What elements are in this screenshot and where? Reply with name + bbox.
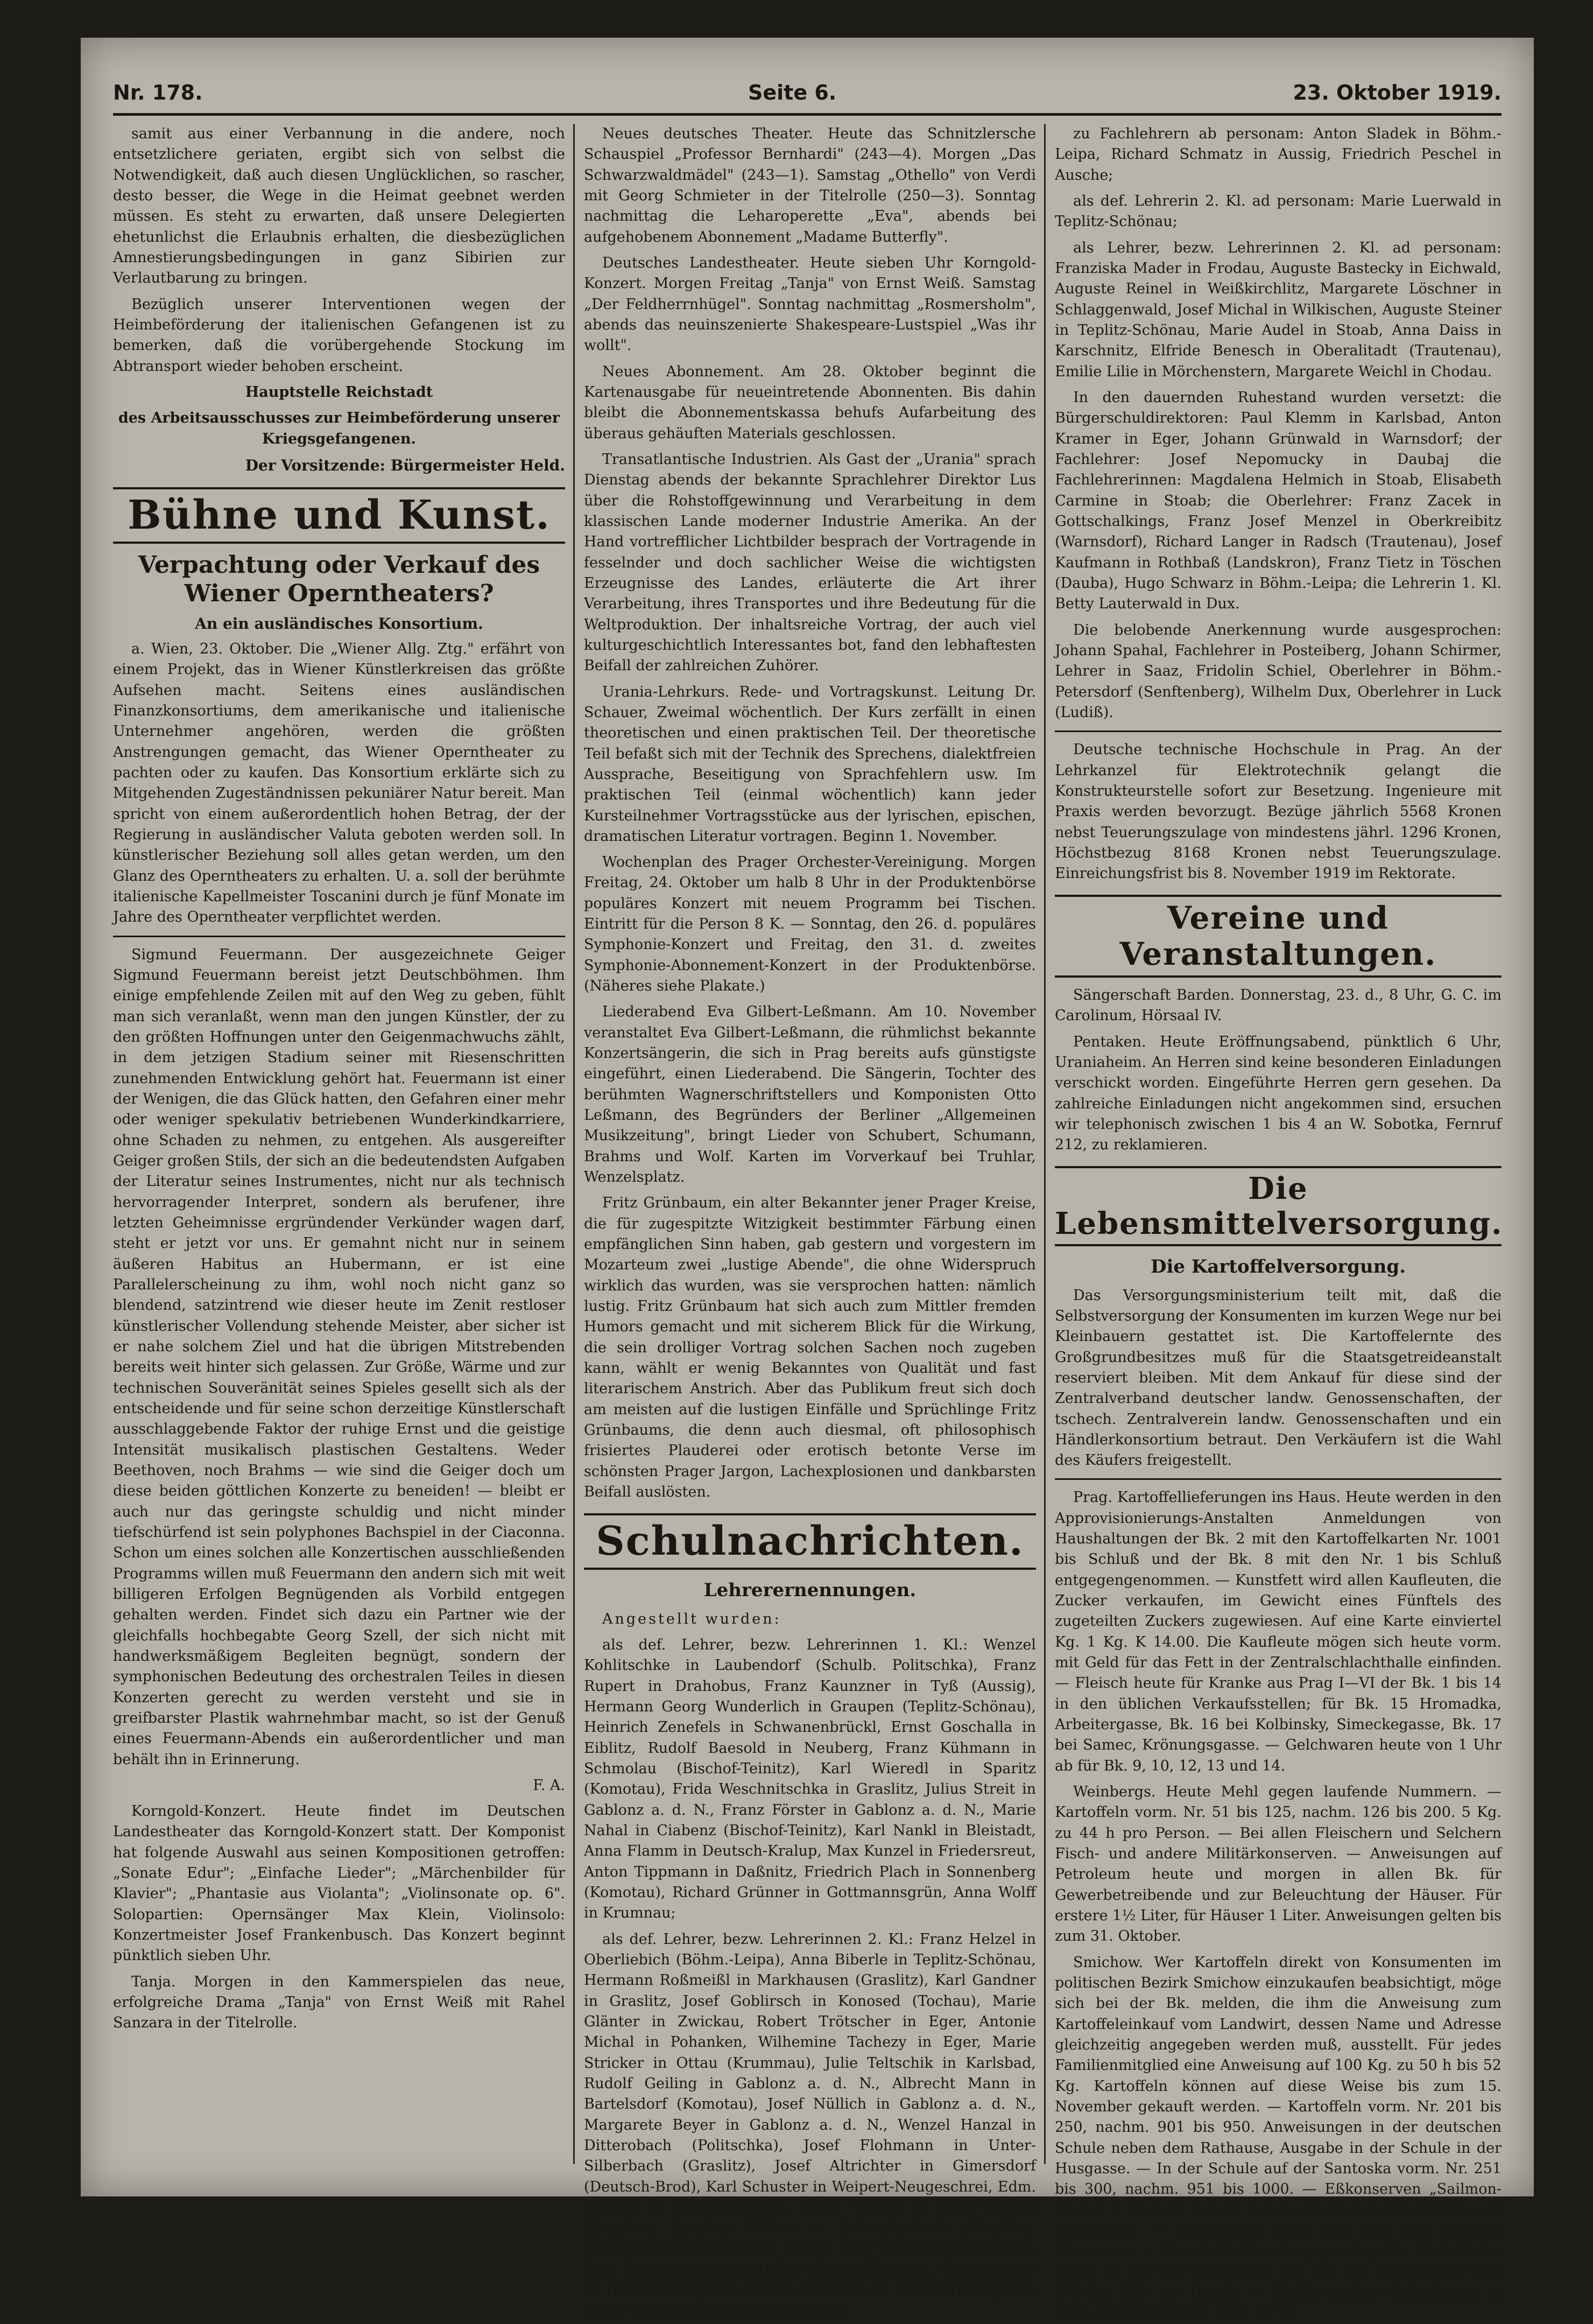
paragraph: Das Versorgungsministerium teilt mit, daß die Selbstversorgung der Konsumenten im kurzen Wege nur bei Kleinbauern gestattet ist. Die Kartoffelernte des Großgrundbesitzes muß für die Staatsgetreideanstalt reserviert bleiben. Mit dem Ankauf für diese sind der Zentralverband deutscher landw. Genossenschaften, der tschech. Zentralverein landw. Genossenschaften und ein Händlerkonsortium betraut. Den Verkäufern ist die Wahl des Käufers freigestellt. <box>1055 1287 1502 1469</box>
column-3 <box>1055 124 1503 2322</box>
paragraph: Pentaken. Heute Eröffnungsabend, pünktlich 6 Uhr, Uraniaheim. An Herren sind keine besonderen Einladungen verschickt worden. Eingeführte Herren gern gesehen. Da zahlreiche Einladungen nicht angekommen sind, ersuchen wir telephonisch zwischen 1 bis 4 an W. Sobotka, Fernruf 212, zu reklamieren. <box>1055 1033 1502 1154</box>
paragraph: Liederabend Eva Gilbert-Leßmann. Am 10. November veranstaltet Eva Gilbert-Leßmann, die rühmlichst bekannte Konzertsängerin, die sich in Prag bereits aufs günstigste eingeführt, einen Liederabend. Die Sängerin, Tochter des berühmten Wagnerschriftstellers und Komponisten Otto Leßmann, des Begründers der Berliner „Allgemeinen Musikzeitung", bringt Lieder von Schubert, Schumann, Brahms und Wolf. Karten im Vorverkauf bei Truhlar, Wenzelsplatz. <box>584 1003 1036 1186</box>
paragraph: Die belobende Anerkennung wurde ausgesprochen: Johann Spahal, Fachlehrer in Posteiberg, Johann Schirmer, Lehrer in Saaz, Fridolin Schiel, Oberlehrer in Böhm.-Petersdorf (Senftenberg), Wilhelm Dux, Oberlehrer in Luck (Ludiß). <box>1055 621 1502 721</box>
paragraph: Tanja. Morgen in den Kammerspielen das neue, erfolgreiche Drama „Tanja" von Ernst Weiß mit Rahel Sanzara in der Titelrolle. <box>113 1973 565 2032</box>
page-number: Seite 6. <box>748 81 837 104</box>
paragraph: Smichow. Wer Kartoffeln direkt von Konsumenten im politischen Bezirk Smichow einzukaufen beabsichtigt, möge sich bei der Bk. melden, die ihm die Anweisung zum Kartoffeleinkauf vom Landwirt, dessen Name und Adresse gleichzeitig angegeben werden muß, ausstellt. Für jedes Familienmitglied eine Anweisung auf 100 Kg. zu 50 h bis 52 Kg. Kartoffeln können auf diese Weise bis zum 15. November gekauft werden. — Kartoffeln vorm. Nr. 201 bis 250, nachm. 901 bis 950. Anweisungen in der deutschen Schule neben dem Rathause, Ausgabe in der Schule in der Husgasse. — In der Schule auf der Santoska vorm. Nr. 251 bis 300, nachm. 951 bis 1000. — Eßkonserven „Sailmon-Lachs" 1 Dose zu K 6.50 von heute ab bei dem Smichower Kaufleuten. — Kindfleisch heute auf Leg. mit geraden Nummern. — Fleisch für Kranke gegen Leg. Nr. 1 bis 90 bei Kolik, 81 bis 170 bei Janouš, 171 bis 245 bei Sindelar und 246 bis 321 bei Horak. — Südslawisches Gelchfleisch in allen Verkaufsstellen 1 Kg. 27 K. <box>1055 1954 1502 2322</box>
article-subheadline: An ein ausländisches Konsortium. <box>195 615 483 633</box>
section-subtitle: Die Kartoffelversorgung. <box>1150 1256 1406 1278</box>
page-header <box>113 75 1502 116</box>
paragraph: In den dauernden Ruhestand wurden versetzt: die Bürgerschuldirektoren: Paul Klemm in Karlsbad, Anton Kramer in Eger, Johann Grünwald in Warnsdorf; der Fachlehrer: Josef Nepomucky in Daubaj die Fachlehrerinnen: Magdalena Helmich in Stoab, Elisabeth Carmine in Stoab; die Oberlehrer: Franz Zacek in Gottschalkings, Franz Josef Menzel in Oberkreibitz (Warnsdorf), Richard Langer in Radsch (Trautenau), Josef Kaufmann in Rothbaß (Landskron), Franz Tietz in Töschen (Dauba), Hugo Schwarz in Böhm.-Leipa; die Lehrerin 1. Kl. Betty Lauterwald in Dux. <box>1055 389 1502 613</box>
signature-line: des Arbeitsausschusses zur Heimbeförderung unserer Kriegsgefangenen. <box>118 410 560 447</box>
section-subtitle: Lehrerernennungen. <box>703 1579 917 1602</box>
divider <box>113 936 565 937</box>
paragraph: a. Wien, 23. Oktober. Die „Wiener Allg. Ztg." erfährt von einem Projekt, das in Wiener Künstlerkreisen das größte Aufsehen macht. Seitens eines ausländischen Finanzkonsortiums, dem amerikanische und italienische Unternehmer angehören, werden die größten Anstrengungen gemacht, das Wiener Operntheater zu pachten oder zu kaufen. Das Konsortium erklärte sich zu Mitgehenden Zugeständnissen pekuniärer Natur bereit. Man spricht von einem außerordentlich hohen Betrag, der der Regierung in ausländischer Valuta geboten werden soll. In künstlerischer Beziehung soll alles getan werden, um den Glanz des Operntheaters zu erhalten. U. a. soll der berühmte italienische Kapellmeister Toscanini durch je fünf Monate im Jahre des Operntheater verpflichtet werden. <box>113 641 565 926</box>
column-rule <box>573 124 575 2164</box>
column-1 <box>113 124 565 2169</box>
paragraph: Urania-Lehrkurs. Rede- und Vortragskunst. Leitung Dr. Schauer, Zweimal wöchentlich. Der Kurs zerfällt in einen theoretischen und einen praktischen Teil. Der theoretische Teil befaßt sich mit der Technik des Sprechens, dialektfreien Aussprache, Beseitigung von Sprachfehlern usw. Im praktischen Teil (einmal wöchentlich) kann jeder Kursteilnehmer Vortragsstücke aus der lyrischen, epischen, dramatischen Literatur vortragen. Beginn 1. November. <box>584 683 1036 845</box>
paragraph: Neues deutsches Theater. Heute das Schnitzlersche Schauspiel „Professor Bernhardi" (243—4). Morgen „Das Schwarzwaldmädel" (243—1). Samstag „Othello" von Verdi mit Georg Schmieter in der Titelrolle (250—3). Sonntag nachmittag die Leharoperette „Eva", abends bei aufgehobenem Abonnement „Madame Butterfly". <box>584 125 1036 245</box>
paragraph: Sigmund Feuermann. Der ausgezeichnete Geiger Sigmund Feuermann bereist jetzt Deutschböhmen. Ihm einige empfehlende Zeilen mit auf den Weg zu geben, fühlt man sich veranlaßt, wenn man den jungen Künstler, der zu den größten Hoffnungen unter den Geigenmachwuchs zählt, in dem jetzigen Stadium seiner mit Riesenschritten zunehmenden Entwicklung gehört hat. Feuermann ist einer der Wenigen, die das Glück hatten, den Gefahren einer mehr oder weniger spekulativ betriebenen Wunderkindkarriere, ohne Schaden zu nehmen, zu entgehen. Als ausgereifter Geiger großen Stils, der sich an die bedeutendsten Aufgaben der Literatur seines Instrumentes, nicht nur als technisch hervorragender Interpret, sondern als berufener, ihre letzten Geheimnisse ergründender Verkünder wagen darf, steht er jetzt vor uns. Er gemahnt nicht nur in seinem äußeren Habitus an Hubermann, er ist eine Parallelerscheinung zu ihm, wohl noch nicht ganz so blendend, satzintrend wie dieser heute im Zenit restloser künstlerischer Vollendung stehende Meister, aber sicher ist er nahe solchem Ziel und hat die übrigen Mitstrebenden bereits weit hinter sich gelassen. Zur Größe, Wärme und zur technischen Souveränität seines Spieles gesellt sich als der entscheidende und für seine schon derzeitige Künstlerschaft ausschlaggebende Faktor der ruhige Ernst und die geistige Intensität musikalisch plastischen Gestaltens. Weder Beethoven, noch Brahms — wie sind die Geiger doch um diese beiden göttlichen Konzerte zu beneiden! — bleibt er auch nur das geringste schuldig und nicht minder tiefschürfend ist sein polyphones Bachspiel in der Ciaconna. Schon um eines solchen alle Konzertischen ausschließenden Programms willen muß Feuermann den andern sich mit weit billigeren Erfolgen Begnügenden als Vorbild entgegen gehalten werden. Findet sich dazu ein Partner wie der gleichfalls hochbegabte Georg Szell, der sich nicht mit handwerksmäßigem Begleiten begnügt, sondern der symphonischen Bedeutung des orchestralen Teiles in diesen Konzerten gerecht zu werden versteht und sie in greifbarster Plastik wahrnehmbar macht, so ist der Genuß eines Feuermann-Abends ein außerordentlicher und man behält ihn in Erinnerung. <box>113 946 565 1768</box>
article-headline: Verpachtung oder Verkauf des Wiener Operntheaters? <box>138 551 540 607</box>
paragraph: Sängerschaft Barden. Donnerstag, 23. d., 8 Uhr, G. C. im Carolinum, Hörsaal IV. <box>1055 986 1502 1024</box>
paragraph: Deutsches Landestheater. Heute sieben Uhr Korngold-Konzert. Morgen Freitag „Tanja" von Ernst Weiß. Samstag „Der Feldherrnhügel". Sonntag nachmittag „Rosmersholm", abends das neuinszenierte Shakespeare-Lustspiel „Was ihr wollt". <box>584 254 1036 354</box>
paragraph: Deutsche technische Hochschule in Prag. An der Lehrkanzel für Elektrotechnik gelangt die Konstrukteurstelle sofort zur Besetzung. Ingenieure mit Praxis werden bevorzugt. Bezüge jährlich 5568 Kronen nebst Teuerungszulage von mindestens jährl. 1296 Kronen, Höchstbezug 8168 Kronen nebst Teuerungszulage. Einreichungsfrist bis 8. November 1919 im Rektorate. <box>1055 741 1502 882</box>
paragraph: als Lehrer, bezw. Lehrerinnen 2. Kl. ad personam: Franziska Mader in Frodau, Auguste Bastecky in Eichwald, Auguste Reinel in Weißkirchlitz, Margarete Löschner in Schlaggenwald, Josef Michal in Wilkischen, Auguste Steiner in Teplitz-Schönau, Marie Audel in Stoab, Anna Daiss in Karschnitz, Elfride Benesch in Oberalitadt (Trautenau), Emilie Lilie in Mörchenstern, Margarete Weichl in Chodau. <box>1055 239 1502 380</box>
section-title-buehne: Bühne und Kunst. <box>113 487 565 544</box>
paragraph: zu Fachlehrern ab personam: Anton Sladek in Böhm.-Leipa, Richard Schmatz in Aussig, Friedrich Peschel in Ausche; <box>1055 125 1502 184</box>
paragraph: als def. Lehrerin 2. Kl. ad personam: Marie Luerwald in Teplitz-Schönau; <box>1055 192 1502 230</box>
paragraph: als def. Lehrer, bezw. Lehrerinnen 2. Kl.: Franz Helzel in Oberliebich (Böhm.-Leipa), Anna Biberle in Teplitz-Schönau, Hermann Roßmeißl in Markhausen (Graslitz), Karl Gandner in Graslitz, Josef Goblirsch in Konosed (Tochau), Marie Glänter in Zwickau, Robert Trötscher in Eger, Antonie Michal in Pohanken, Wilhemine Tachezy in Eger, Marie Stricker in Ottau (Krummau), Julie Teltschik in Karlsbad, Rudolf Geiling in Gablonz a. d. N., Albrecht Mann in Bartelsdorf (Komotau), Josef Nüllich in Gablonz a. d. N., Margarete Beyer in Gablonz a. d. N., Wenzel Hanzal in Ditterobach (Politschka), Josef Flohmann in Unter-Silberbach (Graslitz), Josef Altrichter in Gimersdorf (Deutsch-Brod), Karl Schuster in Weipert-Neugeschrei, Edm. Klemm in Schmiedeberg, Adolf Greinl in Ober-Rothau (Graslitz), Josefine Fellner in Schwaderbach (Graslitz), Emma Dojmek in Krottau, Gustav Klier in Schönbach (Asch), Karl Rotmeyer in Unterhütte (Bischof-Teinitz), Karl Greiner in Hundorf (Teplitz), Ernst Enzmann in Voitsdorf (Teplitz), Franz Wanert in Zinnwald (Teplitz); <box>584 1930 1036 2319</box>
paragraph: Prag. Kartoffellieferungen ins Haus. Heute werden in den Approvisionierungs-Anstalten Anmeldungen von Haushaltungen der Bk. 2 mit den Kartoffelkarten Nr. 1001 bis Schluß und der Bk. 8 mit den Nr. 1 bis Schluß entgegengenommen. — Kunstfett wird allen Kaufleuten, die Zucker verkaufen, im Gewicht eines Fünftels des zugeteilten Zuckers zugewiesen. Auf eine Karte einviertel Kg. 1 Kg. K 14.00. Die Kaufleute mögen sich heute vorm. mit Geld für das Fett in der Zentralschlachthalle einfinden. — Fleisch heute für Kranke aus Prag I—VI der Bk. 1 bis 14 in den üblichen Verkaufsstellen; für Bk. 15 Hromadka, Arbeitergasse, Bk. 16 bei Kolbinsky, Simeckegasse, Bk. 17 bei Samec, Krönungsgasse. — Gelchwaren heute von 1 Uhr ab für Bk. 9, 10, 12, 13 und 14. <box>1055 1489 1502 1774</box>
newspaper-page <box>81 38 1534 2322</box>
signature-line: Hauptstelle Reichstadt <box>245 383 433 401</box>
section-title-lebensmittel: Die Lebensmittelversorgung. <box>1055 1166 1502 1246</box>
paragraph: Neues Abonnement. Am 28. Oktober beginnt die Kartenausgabe für neueintretende Abonnenten. Bis dahin bleibt die Abonnementskassa behufs Aufarbeitung des überaus gehäuften Materials geschlossen. <box>584 363 1036 442</box>
section-title-schulnachrichten: Schulnachrichten. <box>584 1513 1036 1570</box>
paragraph: Angestellt wurden: <box>602 1610 781 1627</box>
paragraph: Transatlantische Industrien. Als Gast der „Urania" sprach Dienstag abends der bekannte Sprachlehrer Direktor Lus über die Rohstoffgewinnung und Verarbeitung in dem klassischen Lande moderner Industrie Amerika. An der Hand vortrefflicher Lichtbilder besprach der Vortragende in fesselnder und doch sachlicher Weise die wichtigsten Erzeugnisse des Landes, erläuterte die Art ihrer Verarbeitung, ihres Transportes und ihre Bedeutung für die Weltproduktion. Der inhaltsreiche Vortrag, der auch viel kulturgeschichtlich Interessantes bot, fand den lebhaftesten Beifall der zahlreichen Zuhörer. <box>584 451 1036 675</box>
paragraph: Bezüglich unserer Interventionen wegen der Heimbeförderung der italienischen Gefangenen ist zu bemerken, daß die vorübergehende Stockung im Abtransport wieder behoben erscheint. <box>113 296 565 375</box>
paragraph: als def. Lehrer, bezw. Lehrerinnen 1. Kl.: Wenzel Kohlitschke in Laubendorf (Schulb. Politschka), Franz Rupert in Drahobus, Franz Kaunzner in Tyß (Aussig), Hermann Georg Wunderlich in Graupen (Teplitz-Schönau), Heinrich Zenefels in Schwanenbrückl, Ernst Goschalla in Eiblitz, Rudolf Baesold in Neuberg, Franz Kühmann in Schmolau (Bischof-Teinitz), Karl Wieredl in Sparitz (Komotau), Frida Weschnitschka in Graslitz, Julius Streit in Gablonz a. d. N., Franz Förster in Gablonz a. d. N., Marie Nahal in Ciabenz (Bischof-Teinitz), Karl Nankl in Bleistadt, Anna Flamm in Deutsch-Kralup, Max Kunzel in Friedersreut, Anton Tippmann in Daßnitz, Friedrich Plach in Sonnenberg (Komotau), Richard Grünner in Gottmannsgrün, Anna Wolff in Krumnau; <box>584 1637 1036 1922</box>
divider <box>1055 731 1502 732</box>
paragraph: Weinbergs. Heute Mehl gegen laufende Nummern. — Kartoffeln vorm. Nr. 51 bis 125, nachm. 126 bis 200. 5 Kg. zu 44 h pro Person. — Bei allen Fleischern und Selchern Fisch- und andere Militärkonserven. — Anweisungen auf Petroleum heute und morgen in allen Bk. für Gewerbetreibende und zur Beleuchtung der Häuser. Für erstere 1½ Liter, für Häuser 1 Liter. Anweisungen gelten bis zum 31. Oktober. <box>1055 1784 1502 1945</box>
column-rule <box>1044 124 1046 2164</box>
issue-date: 23. Oktober 1919. <box>1293 81 1502 104</box>
divider <box>1055 1478 1502 1480</box>
issue-number: Nr. 178. <box>113 81 203 104</box>
column-2 <box>584 124 1036 2319</box>
paragraph: samit aus einer Verbannung in die andere, noch entsetzlichere geriaten, ergibt sich von selbst die Notwendigkeit, daß auch diesen Unglücklichen, so rascher, desto besser, die Wege in die Heimat geebnet werden müssen. Es steht zu erwarten, daß unsere Delegierten ehetunlichst die Erlaubnis erhalten, die diesbezüglichen Amnestierungsbedingungen in ganz Sibirien zur Verlautbarung zu bringen. <box>113 125 565 287</box>
paragraph: Korngold-Konzert. Heute findet im Deutschen Landestheater das Korngold-Konzert statt. Der Komponist hat folgende Auswahl aus seinen Kompositionen getroffen: „Sonate Edur"; „Einfache Lieder"; „Märchenbilder für Klavier"; „Phantasie aus Violanta"; „Violinsonate op. 6". Solopartien: Opernsänger Max Klein, Violinsolo: Konzertmeister Josef Frankenbusch. Das Konzert beginnt pünktlich sieben Uhr. <box>113 1803 565 1964</box>
paragraph: Wochenplan des Prager Orchester-Vereinigung. Morgen Freitag, 24. Oktober um halb 8 Uhr in der Produktenbörse populäres Konzert mit neuem Programm bei Tischen. Eintritt für die Person 8 K. — Sonntag, den 26. d. populäres Symphonie-Konzert und Freitag, den 31. d. zweites Symphonie-Abonnement-Konzert in der Produktenbörse. (Näheres siehe Plakate.) <box>584 854 1036 995</box>
author-initials: F. A. <box>533 1777 565 1794</box>
paragraph: Fritz Grünbaum, ein alter Bekannter jener Prager Kreise, die für zugespitzte Witzigkeit bestimmter Färbung einen empfänglichen Sinn haben, gab gestern und vorgestern im Mozarteum zwei „lustige Abende", die ohne Widerspruch wirklich das wurden, was sie versprochen hatten: nämlich lustig. Fritz Grünbaum hat sich auch zum Mittler fremden Humors gemacht und mit sicherem Blick für die Wirkung, die sein drolliger Vortrag solchen Sachen noch zugeben kann, wählt er wenig Bekanntes von Qualität und fast literarischem Anstrich. Aber das Publikum freut sich doch am meisten auf die lustigen Einfälle und Sprüchlinge Fritz Grünbaums, die denn auch diesmal, oft philosophisch frisiertes Plauderei oder erotisch betonte Verse im schönsten Prager Jargon, Lachexplosionen und dankbarsten Beifall auslösten. <box>584 1195 1036 1500</box>
section-title-vereine: Vereine und Veranstaltungen. <box>1055 895 1502 977</box>
signature-line: Der Vorsitzende: Bürgermeister Held. <box>245 456 565 474</box>
